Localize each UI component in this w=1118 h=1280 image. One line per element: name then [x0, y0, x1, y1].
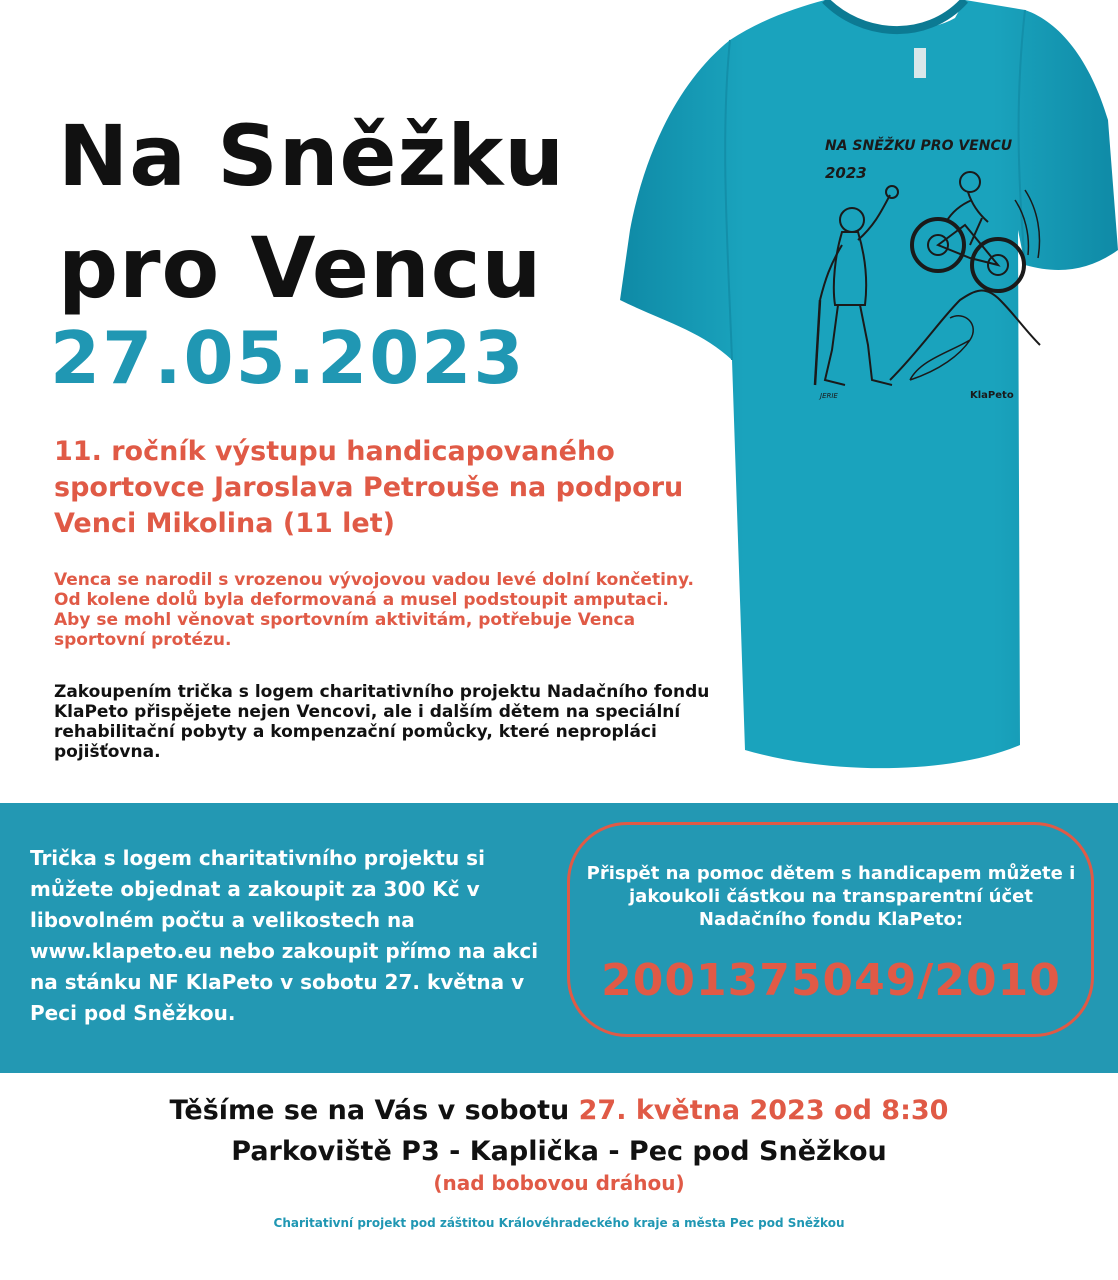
story-paragraph: Venca se narodil s vrozenou vývojovou vadou levé dolní končetiny. Od kolene dolů byla deformovaná a musel podstoupit amputaci. Aby se mohl věnovat sportovním aktivitám, potřebuje Venca sportovní protézu. [54, 570, 694, 650]
footer-location-note: (nad bobovou dráhou) [433, 1171, 685, 1195]
event-subtitle: 11. ročník výstupu handicapovaného sportovce Jaroslava Petrouše na podporu Venci Mikolina (11 let) [54, 436, 684, 539]
footer-invite-date: 27. května 2023 od 8:30 [578, 1095, 949, 1126]
neck-label [914, 48, 926, 78]
title-line-2: pro Vencu [58, 219, 543, 317]
tshirt-body [620, 0, 1118, 768]
event-date: 27.05.2023 [50, 316, 526, 400]
print-signature: JERIE [820, 392, 838, 400]
footer-patronage: Charitativní projekt pod záštitou Královéhradeckého kraje a města Pec pod Sněžkou [273, 1216, 845, 1230]
print-year: 2023 [825, 164, 867, 182]
order-info: Trička s logem charitativního projektu si můžete objednat a zakoupit za 300 Kč v libovolném počtu a velikostech na www.klapeto.eu nebo zakoupit přímo na akci na stánku NF KlaPeto v sobotu 27. května v Peci pod Sněžkou. [30, 846, 539, 1025]
print-title: NA SNĚŽKU PRO VENCU [825, 138, 1013, 154]
bank-account-number: 2001375049/2010 [601, 955, 1061, 1006]
title-line-1: Na Sněžku [58, 107, 566, 205]
footer-invite [0, 1093, 1118, 1129]
donate-info: Přispět na pomoc dětem s handicapem můžete i jakoukoli částkou na transparentní účet Nadačního fondu KlaPeto: [586, 863, 1076, 930]
print-brand: KlaPeto [970, 390, 1014, 401]
page-title [58, 100, 565, 324]
tshirt-image [620, 0, 1118, 780]
buy-info-paragraph: Zakoupením trička s logem charitativního projektu Nadačního fondu KlaPeto přispějete nejen Vencovi, ale i dalším dětem na speciální rehabilitační pobyty a kompenzační pomůcky, které nepropláci pojišťovna. [54, 682, 710, 762]
footer-invite-prefix: Těšíme se na Vás v sobotu [169, 1095, 579, 1126]
footer-location: Parkoviště P3 - Kaplička - Pec pod Sněžkou [231, 1136, 887, 1167]
